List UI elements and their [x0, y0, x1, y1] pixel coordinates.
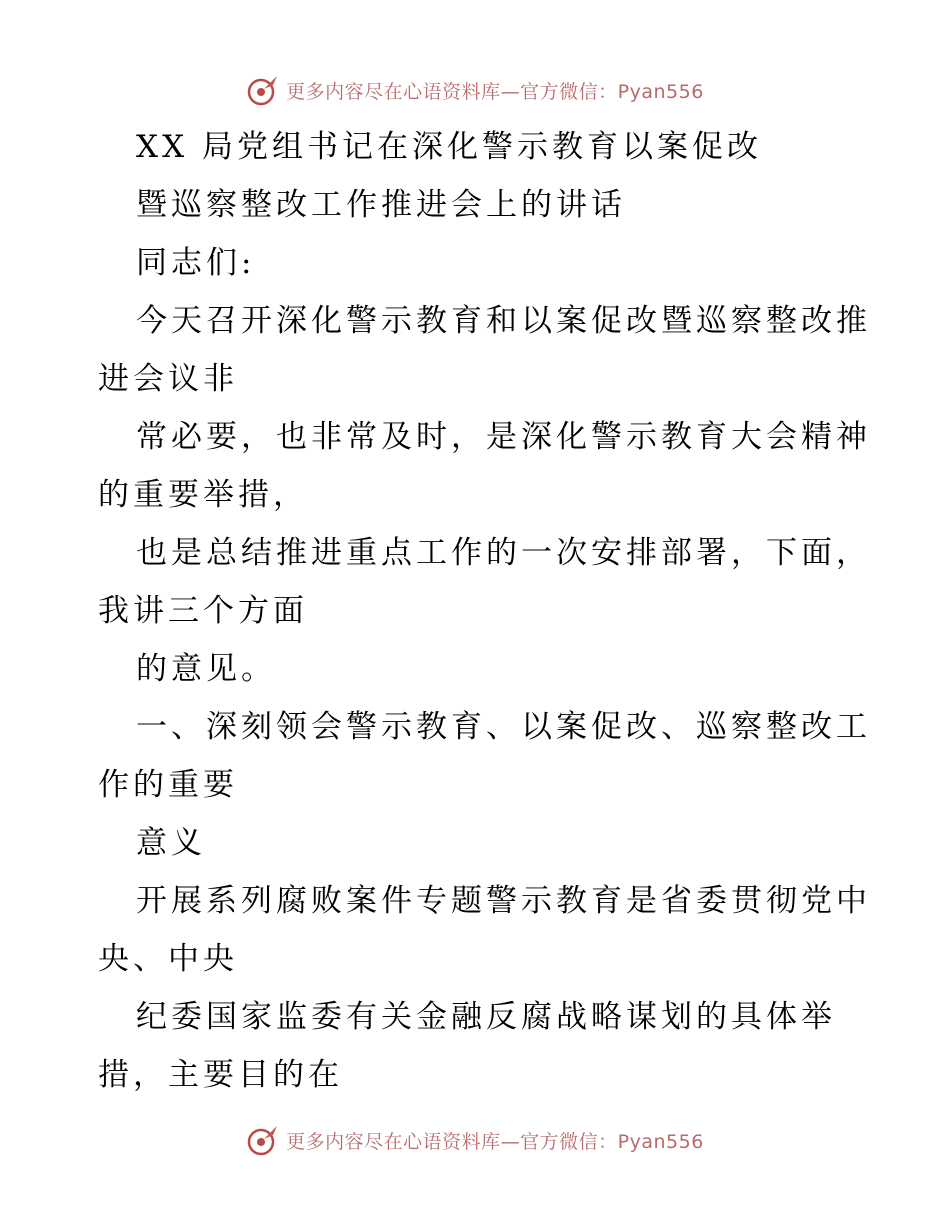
doc-line: 纪委国家监委有关金融反腐战略谋划的具体举	[136, 999, 836, 1035]
header-watermark	[0, 70, 950, 110]
doc-line: 开展系列腐败案件专题警示教育是省委贯彻党中	[136, 883, 871, 919]
watermark-text: 更多内容尽在心语资料库—官方微信：Pyan556	[286, 1130, 704, 1153]
document-body	[98, 118, 871, 1104]
watermark-text: 更多内容尽在心语资料库—官方微信：Pyan556	[286, 80, 704, 103]
doc-line: 措，主要目的在	[98, 1057, 343, 1093]
doc-line: XX 局党组书记在深化警示教育以案促改	[136, 129, 762, 165]
doc-line: 意义	[136, 825, 206, 861]
quill-logo-icon	[246, 73, 280, 107]
doc-line: 今天召开深化警示教育和以案促改暨巡察整改推	[136, 303, 871, 339]
doc-line: 进会议非	[98, 361, 238, 397]
doc-line: 央、中央	[98, 941, 238, 977]
quill-logo-icon	[246, 1123, 280, 1157]
doc-line: 的重要举措，	[98, 477, 308, 513]
doc-line: 常必要，也非常及时，是深化警示教育大会精神	[136, 419, 871, 455]
footer-watermark	[0, 1120, 950, 1160]
doc-line: 同志们:	[136, 245, 256, 281]
doc-line: 作的重要	[98, 767, 238, 803]
doc-line: 的意见。	[136, 651, 276, 687]
doc-line: 暨巡察整改工作推进会上的讲话	[136, 187, 626, 223]
doc-line: 一、深刻领会警示教育、以案促改、巡察整改工	[136, 709, 871, 745]
doc-line: 我讲三个方面	[98, 593, 308, 629]
doc-line: 也是总结推进重点工作的一次安排部署，下面，	[136, 535, 871, 571]
